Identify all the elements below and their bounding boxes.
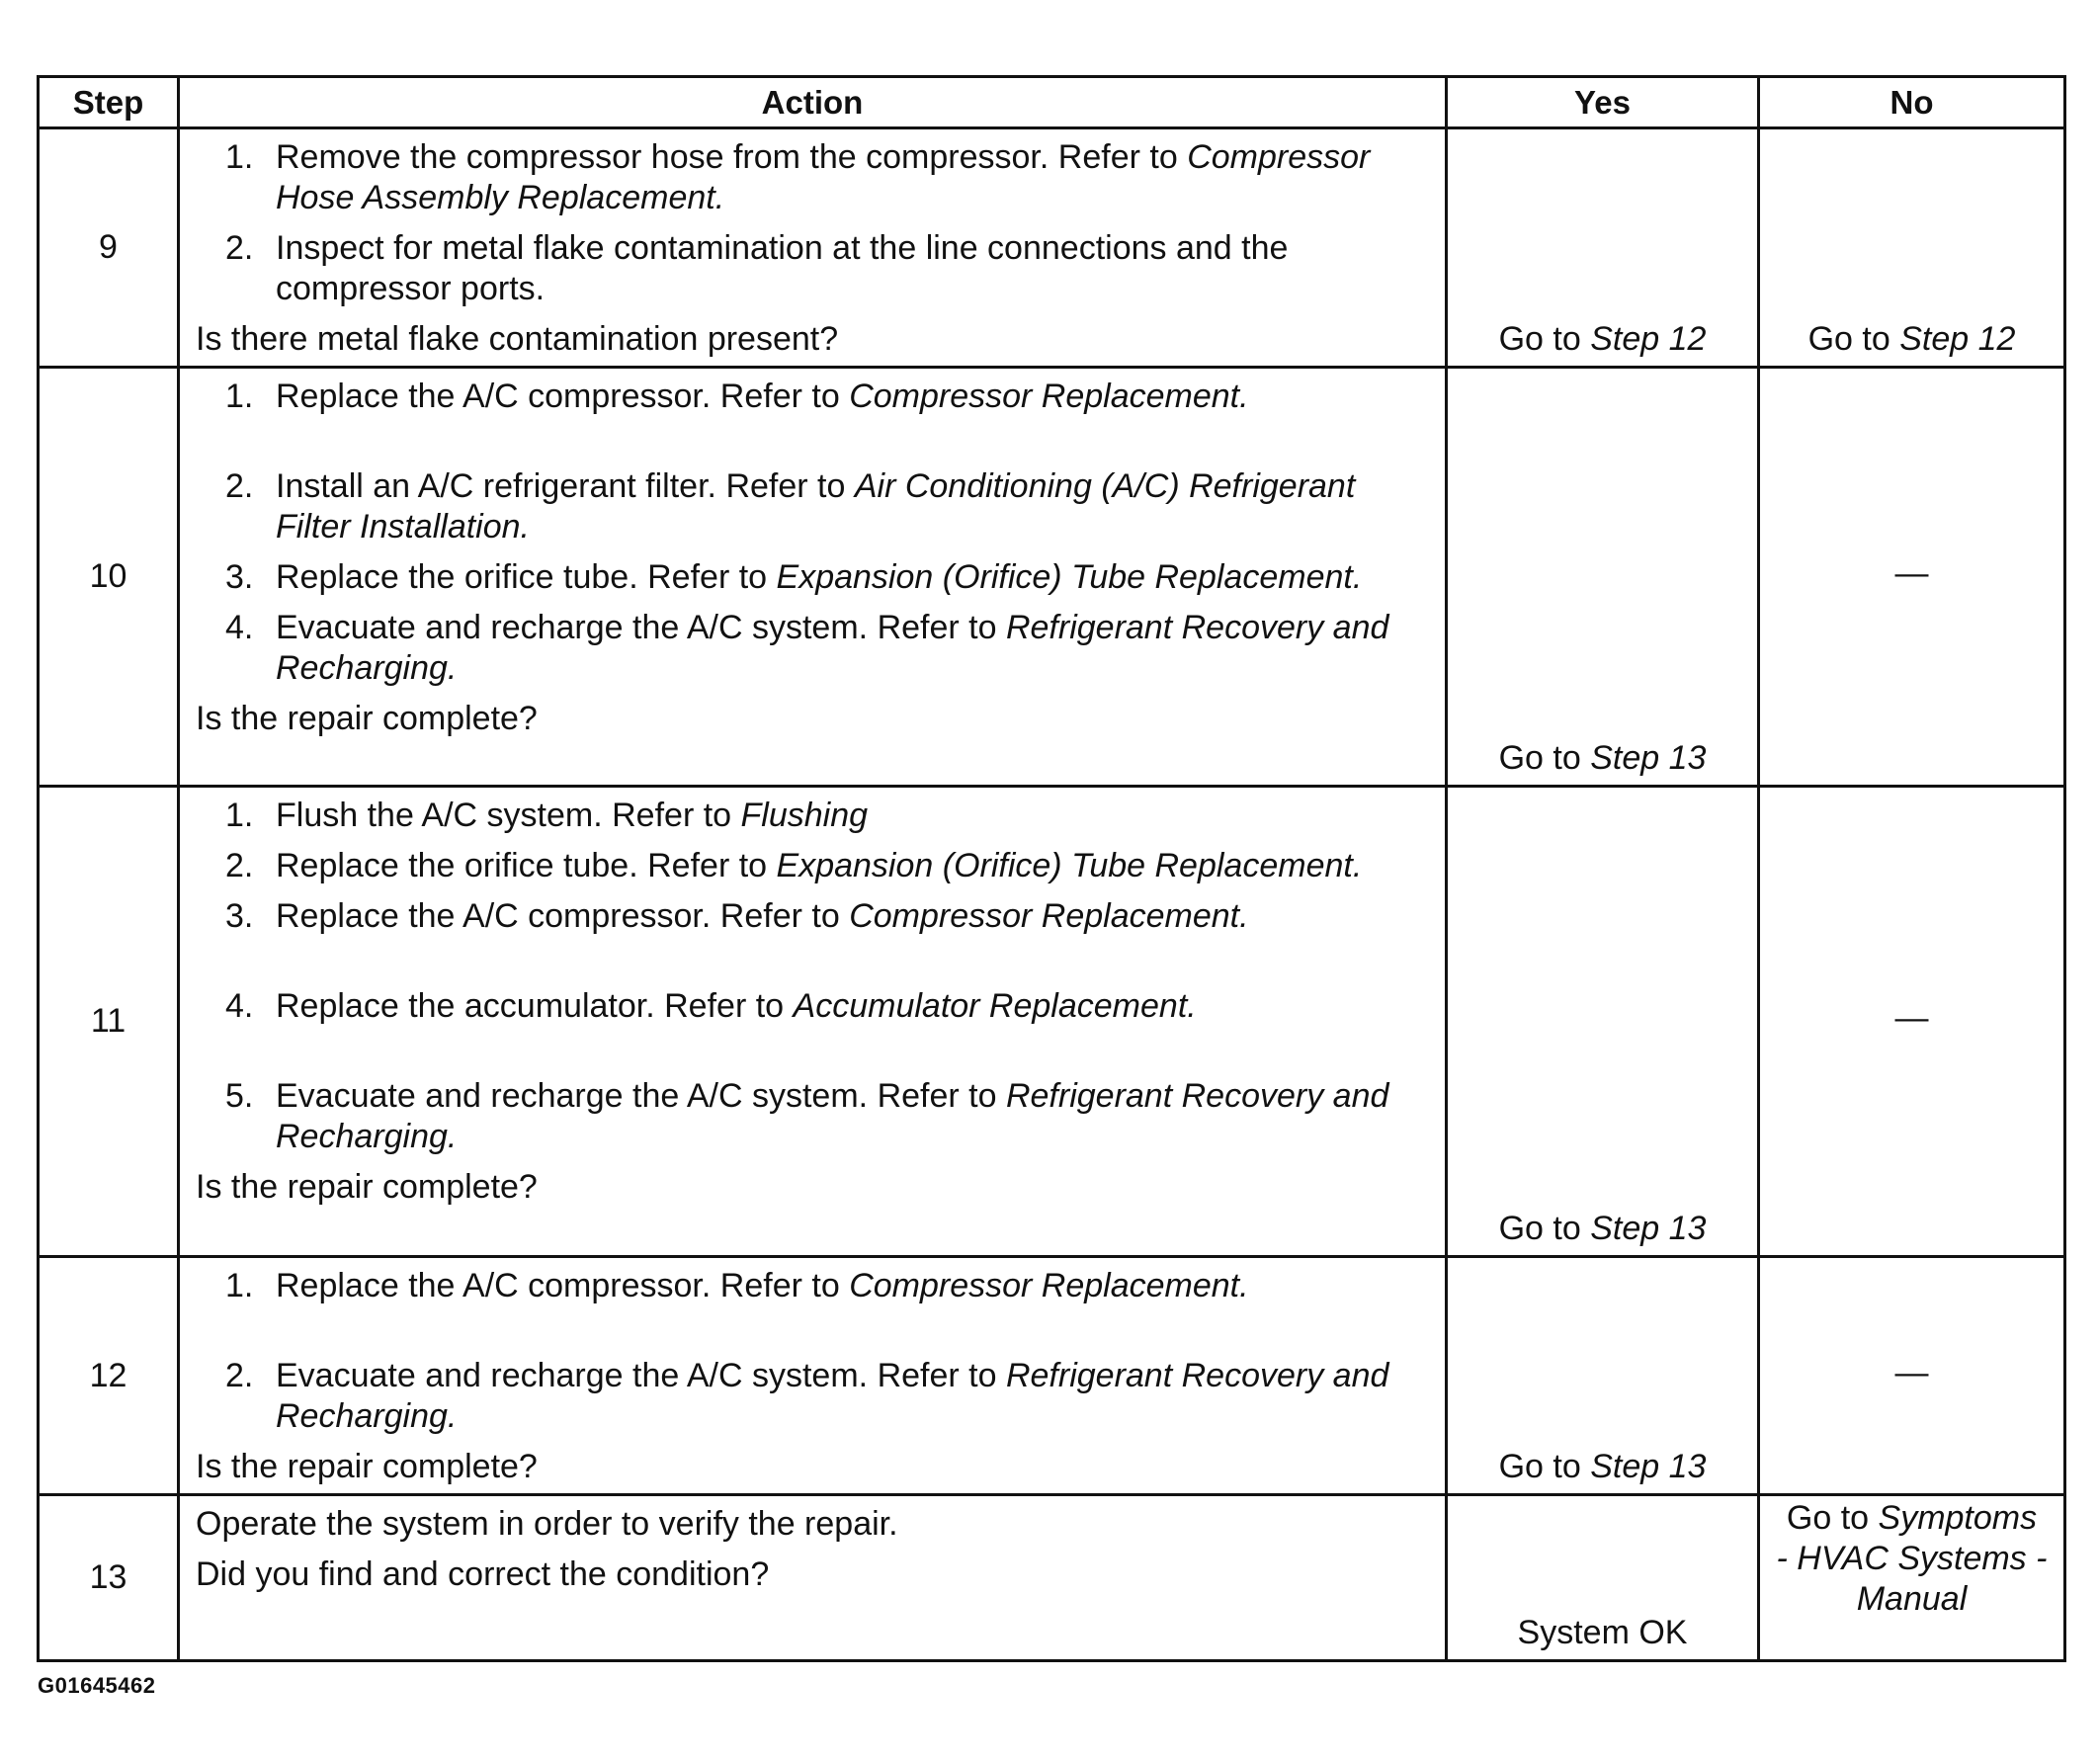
- item-end: .: [447, 1118, 458, 1155]
- list-item: [196, 896, 1429, 937]
- refer-to-text: Refer to: [719, 897, 840, 935]
- reference-link[interactable]: Compressor Replacement: [849, 1267, 1240, 1304]
- symptoms-line-2[interactable]: - HVAC Systems: [1776, 1540, 2027, 1577]
- symptoms-link[interactable]: Symptoms: [1878, 1499, 2038, 1537]
- item-number: 3.: [225, 558, 254, 596]
- refer-to-text: Refer to: [719, 1267, 840, 1304]
- list-item: [196, 846, 1429, 886]
- item-text: Replace the A/C compressor.: [276, 897, 712, 935]
- question-text: Is the repair complete?: [196, 700, 538, 737]
- list-item: [196, 796, 1429, 836]
- table-row-step-13: [39, 1495, 2065, 1661]
- step-number: 11: [39, 787, 179, 1257]
- step-number: 9: [39, 128, 179, 368]
- reference-link[interactable]: Refrigerant Recovery and Recharging: [276, 1357, 1389, 1435]
- step-number: 12: [39, 1257, 179, 1495]
- yes-cell: [1447, 1257, 1759, 1495]
- header-yes: Yes: [1447, 77, 1759, 128]
- item-number: 2.: [225, 467, 254, 505]
- reference-link[interactable]: Expansion (Orifice) Tube Replacement: [776, 847, 1353, 884]
- reference-link[interactable]: Compressor Replacement: [849, 897, 1240, 935]
- item-text: Remove the compressor hose from the compressor.: [276, 138, 1050, 176]
- item-number: 5.: [225, 1077, 254, 1115]
- action-cell: [179, 128, 1447, 368]
- table-row-step-10: [39, 368, 2065, 787]
- item-end: .: [714, 179, 725, 216]
- symptoms-line-3[interactable]: - Manual: [1856, 1540, 2048, 1618]
- list-item: [196, 377, 1429, 417]
- no-cell: [1759, 787, 2065, 1257]
- reference-link[interactable]: Accumulator Replacement: [793, 987, 1188, 1025]
- question-text: Is the repair complete?: [196, 1448, 538, 1485]
- refer-to-text: Refer to: [877, 1077, 997, 1115]
- item-number: 2.: [225, 847, 254, 884]
- list-item: [196, 137, 1429, 218]
- go-to-text: Go to: [1786, 1499, 1870, 1537]
- yes-cell: [1447, 368, 1759, 787]
- step-link[interactable]: Step 12: [1590, 320, 1707, 358]
- go-to-text: Go to: [1498, 1210, 1581, 1247]
- list-item: [196, 608, 1429, 689]
- reference-link[interactable]: Compressor Replacement: [849, 378, 1240, 415]
- refer-to-text: Refer to: [719, 378, 840, 415]
- header-step: Step: [39, 77, 179, 128]
- instruction-text: Operate the system in order to verify the repair.: [196, 1505, 898, 1543]
- question-text: Is the repair complete?: [196, 1168, 538, 1206]
- item-text: Replace the A/C compressor.: [276, 378, 712, 415]
- go-to-text: Go to: [1498, 739, 1581, 777]
- item-number: 2.: [225, 229, 254, 267]
- header-action: Action: [179, 77, 1447, 128]
- step-link[interactable]: Step 12: [1899, 320, 2016, 358]
- action-cell: [179, 368, 1447, 787]
- step-link[interactable]: Step 13: [1590, 1448, 1707, 1485]
- item-number: 4.: [225, 987, 254, 1025]
- refer-to-text: Refer to: [1057, 138, 1178, 176]
- table-row-step-11: [39, 787, 2065, 1257]
- item-number: 2.: [225, 1357, 254, 1394]
- list-item: [196, 557, 1429, 598]
- item-text: Inspect for metal flake contamination at the line connections and the compressor ports.: [276, 229, 1289, 307]
- go-to-text: Go to: [1498, 320, 1581, 358]
- reference-link[interactable]: Refrigerant Recovery and Recharging: [276, 609, 1389, 687]
- header-row: [39, 77, 2065, 128]
- item-text: Evacuate and recharge the A/C system.: [276, 609, 869, 646]
- item-end: .: [520, 508, 530, 546]
- yes-cell: [1447, 128, 1759, 368]
- action-list: [196, 377, 1429, 689]
- item-end: .: [1352, 558, 1363, 596]
- refer-to-text: Refer to: [647, 847, 768, 884]
- step-number: 10: [39, 368, 179, 787]
- action-cell: [179, 1257, 1447, 1495]
- reference-link[interactable]: Air Conditioning (A/C) Refrigerant Filter Installation: [276, 467, 1356, 546]
- list-item: [196, 1076, 1429, 1157]
- item-number: 1.: [225, 138, 254, 176]
- list-item: [196, 986, 1429, 1027]
- item-end: .: [1239, 1267, 1249, 1304]
- item-text: Replace the A/C compressor.: [276, 1267, 712, 1304]
- item-end: .: [447, 649, 458, 687]
- yes-cell: [1447, 1495, 1759, 1661]
- question-text: Did you find and correct the condition?: [196, 1555, 770, 1593]
- refer-to-text: Refer to: [664, 987, 785, 1025]
- diagnostic-table: [37, 75, 2066, 1662]
- refer-to-text: Refer to: [725, 467, 846, 505]
- step-link[interactable]: Step 13: [1590, 1210, 1707, 1247]
- item-number: 1.: [225, 797, 254, 834]
- action-list: [196, 1266, 1429, 1437]
- question-text: Is there metal flake contamination present?: [196, 320, 839, 358]
- reference-link[interactable]: Flushing: [740, 797, 869, 834]
- refer-to-text: Refer to: [877, 609, 997, 646]
- list-item: [196, 1356, 1429, 1437]
- step-link[interactable]: Step 13: [1590, 739, 1707, 777]
- yes-cell: [1447, 787, 1759, 1257]
- table-row-step-12: [39, 1257, 2065, 1495]
- no-cell: [1759, 1495, 2065, 1661]
- no-cell: [1759, 1257, 2065, 1495]
- item-number: 3.: [225, 897, 254, 935]
- item-text: Evacuate and recharge the A/C system.: [276, 1077, 869, 1115]
- list-item: [196, 466, 1429, 547]
- reference-link[interactable]: Compressor Hose Assembly Replacement: [276, 138, 1371, 216]
- reference-link[interactable]: Expansion (Orifice) Tube Replacement: [776, 558, 1353, 596]
- no-cell: [1759, 368, 2065, 787]
- table-row-step-9: [39, 128, 2065, 368]
- action-cell: [179, 787, 1447, 1257]
- item-text: Replace the accumulator.: [276, 987, 655, 1025]
- no-cell: [1759, 128, 2065, 368]
- item-end: .: [1239, 378, 1249, 415]
- action-cell: [179, 1495, 1447, 1661]
- list-item: [196, 1266, 1429, 1306]
- item-number: 1.: [225, 378, 254, 415]
- go-to-text: Go to: [1498, 1448, 1581, 1485]
- refer-to-text: Refer to: [877, 1357, 997, 1394]
- go-to-text: Go to: [1807, 320, 1890, 358]
- item-number: 1.: [225, 1267, 254, 1304]
- result-text: System OK: [1517, 1614, 1688, 1651]
- action-list: [196, 796, 1429, 1157]
- dash-text: —: [1894, 554, 1929, 592]
- item-end: .: [1187, 987, 1197, 1025]
- list-item: [196, 228, 1429, 309]
- symptoms-line-1: [1768, 1498, 2056, 1539]
- figure-id: G01645462: [38, 1673, 156, 1698]
- refer-to-text: Refer to: [612, 797, 732, 834]
- dash-text: —: [1894, 1353, 1929, 1391]
- action-list: [196, 137, 1429, 309]
- refer-to-text: Refer to: [647, 558, 768, 596]
- item-end: .: [1352, 847, 1363, 884]
- step-number: 13: [39, 1495, 179, 1661]
- header-no: No: [1759, 77, 2065, 128]
- item-end: .: [447, 1397, 458, 1435]
- item-text: Install an A/C refrigerant filter.: [276, 467, 716, 505]
- item-text: Evacuate and recharge the A/C system.: [276, 1357, 869, 1394]
- item-end: .: [1239, 897, 1249, 935]
- dash-text: —: [1894, 999, 1929, 1037]
- reference-link[interactable]: Refrigerant Recovery and Recharging: [276, 1077, 1389, 1155]
- item-number: 4.: [225, 609, 254, 646]
- item-text: Replace the orifice tube.: [276, 847, 638, 884]
- item-text: Flush the A/C system.: [276, 797, 603, 834]
- item-text: Replace the orifice tube.: [276, 558, 638, 596]
